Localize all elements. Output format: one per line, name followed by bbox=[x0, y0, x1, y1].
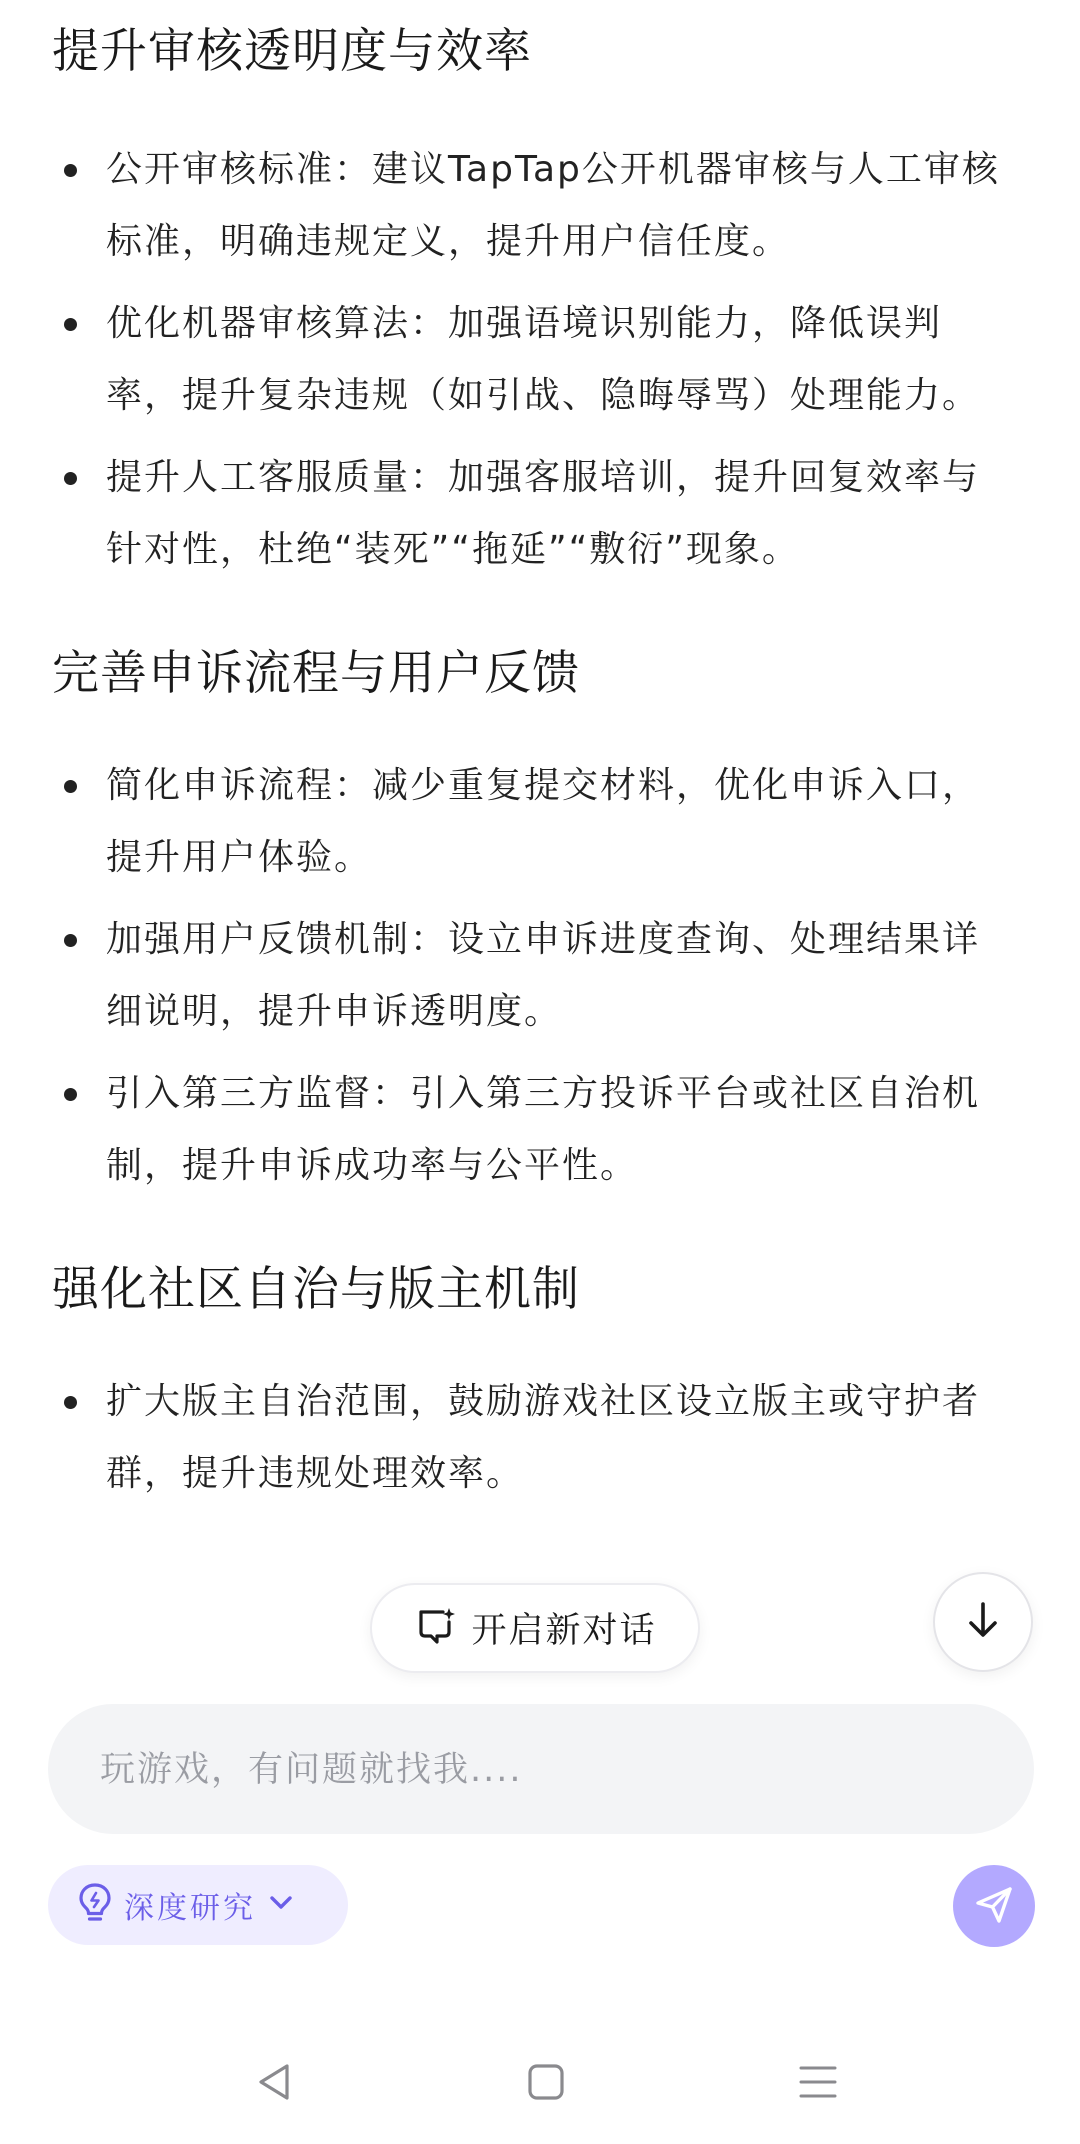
chat-input[interactable] bbox=[98, 1704, 982, 1836]
chat-message-content bbox=[52, 0, 1012, 1680]
send-icon bbox=[972, 1882, 1016, 1930]
list-item: 优化机器审核算法：加强语境识别能力，降低误判率，提升复杂违规（如引战、隐晦辱骂）处理能力。 bbox=[52, 288, 1012, 432]
nav-home-button[interactable] bbox=[516, 2054, 576, 2114]
home-square-icon bbox=[524, 2060, 568, 2108]
new-chat-button[interactable] bbox=[370, 1583, 700, 1673]
chevron-down-icon bbox=[266, 1888, 296, 1922]
arrow-down-icon bbox=[961, 1598, 1005, 1646]
section-title: 强化社区自治与版主机制 bbox=[52, 1262, 580, 1317]
list-item: 引入第三方监督：引入第三方投诉平台或社区自治机制，提升申诉成功率与公平性。 bbox=[52, 1058, 1012, 1202]
bullet-list bbox=[52, 1366, 1012, 1510]
deep-research-label: 深度研究 bbox=[124, 1891, 256, 1926]
section-title: 提升审核透明度与效率 bbox=[52, 24, 532, 79]
nav-menu-button[interactable] bbox=[788, 2054, 848, 2114]
list-item: 简化申诉流程：减少重复提交材料，优化申诉入口，提升用户体验。 bbox=[52, 750, 1012, 894]
back-triangle-icon bbox=[253, 2060, 297, 2108]
nav-back-button[interactable] bbox=[245, 2054, 305, 2114]
section-title: 完善申诉流程与用户反馈 bbox=[52, 646, 580, 701]
new-chat-label: 开启新对话 bbox=[471, 1611, 657, 1651]
list-item: 加强用户反馈机制：设立申诉进度查询、处理结果详细说明，提升申诉透明度。 bbox=[52, 904, 1012, 1048]
send-button[interactable] bbox=[953, 1865, 1035, 1947]
lightbulb-icon bbox=[76, 1881, 114, 1929]
chat-input-container bbox=[48, 1704, 1034, 1834]
menu-lines-icon bbox=[796, 2060, 840, 2108]
deep-research-button[interactable] bbox=[48, 1865, 348, 1945]
scroll-down-button[interactable] bbox=[933, 1572, 1033, 1672]
bullet-list bbox=[52, 750, 1012, 1202]
system-navigation-bar bbox=[0, 2040, 1080, 2130]
chat-sparkle-icon bbox=[413, 1604, 457, 1652]
bullet-list bbox=[52, 134, 1012, 586]
list-item: 提升人工客服质量：加强客服培训，提升回复效率与针对性，杜绝“装死”“拖延”“敷衍”现象。 bbox=[52, 442, 1012, 586]
list-item: 公开审核标准：建议TapTap公开机器审核与人工审核标准，明确违规定义，提升用户信任度。 bbox=[52, 134, 1012, 278]
list-item: 扩大版主自治范围，鼓励游戏社区设立版主或守护者群，提升违规处理效率。 bbox=[52, 1366, 1012, 1510]
